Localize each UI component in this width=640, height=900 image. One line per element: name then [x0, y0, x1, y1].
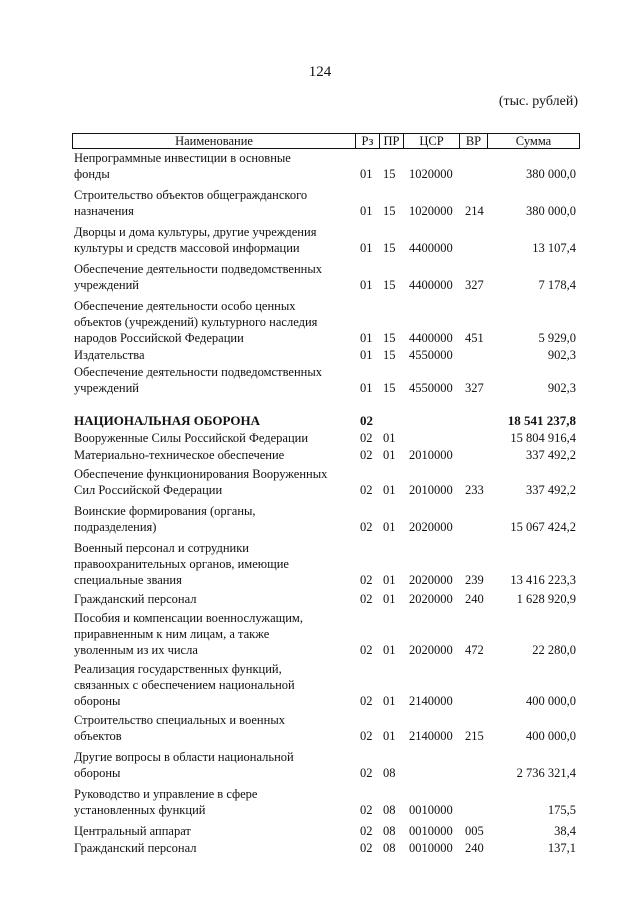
row-name — [74, 840, 359, 856]
row-name-line: объектов — [74, 729, 122, 743]
row-rz: 01 — [360, 204, 373, 218]
row-sum: 902,3 — [547, 348, 576, 362]
row-name — [74, 364, 359, 396]
row-rz: 01 — [360, 348, 373, 362]
row-name-line: обороны — [74, 766, 121, 780]
row-rz: 02 — [360, 729, 373, 743]
row-vr: 239 — [465, 573, 484, 587]
row-name-line: Обеспечение деятельности особо ценных — [74, 299, 296, 313]
row-name-line: Непрограммные инвестиции в основные — [74, 151, 291, 165]
row-name-line: обороны — [74, 694, 121, 708]
table-row — [0, 591, 640, 607]
row-sum: 137,1 — [547, 841, 576, 855]
row-name-line: Воинские формирования (органы, — [74, 504, 256, 518]
row-name-line: культуры и средств массовой информации — [74, 241, 300, 255]
row-vr: 240 — [465, 841, 484, 855]
row-csr: 2010000 — [409, 448, 453, 462]
row-csr: 4400000 — [409, 241, 453, 255]
row-csr: 2140000 — [409, 694, 453, 708]
row-rz: 02 — [360, 766, 373, 780]
row-pr: 15 — [383, 348, 396, 362]
row-name-line: назначения — [74, 204, 134, 218]
table-row — [0, 430, 640, 446]
row-pr: 01 — [383, 520, 396, 534]
table-row — [0, 261, 640, 293]
row-name-line: приравненным к ним лицам, а также — [74, 627, 270, 641]
row-pr: 08 — [383, 803, 396, 817]
row-csr: 2020000 — [409, 643, 453, 657]
table-row — [0, 187, 640, 219]
row-rz: 02 — [360, 824, 373, 838]
row-pr: 01 — [383, 643, 396, 657]
table-row — [0, 503, 640, 535]
table-row — [0, 786, 640, 818]
row-csr: 2010000 — [409, 483, 453, 497]
row-name — [74, 503, 359, 535]
row-pr: 08 — [383, 824, 396, 838]
row-pr: 01 — [383, 573, 396, 587]
row-csr: 4550000 — [409, 348, 453, 362]
table-row — [0, 364, 640, 396]
table-row — [0, 224, 640, 256]
row-pr: 15 — [383, 241, 396, 255]
row-csr: 2140000 — [409, 729, 453, 743]
table-row — [0, 840, 640, 856]
row-vr: 472 — [465, 643, 484, 657]
row-name-line: установленных функций — [74, 803, 206, 817]
row-name-line: Другие вопросы в области национальной — [74, 750, 294, 764]
row-name — [74, 224, 359, 256]
row-pr: 08 — [383, 841, 396, 855]
row-name-line: Издательства — [74, 348, 145, 362]
row-pr: 15 — [383, 167, 396, 181]
row-vr: 215 — [465, 729, 484, 743]
row-rz: 02 — [360, 803, 373, 817]
row-sum: 15 067 424,2 — [510, 520, 576, 534]
row-name-line: Пособия и компенсации военнослужащим, — [74, 611, 303, 625]
row-rz: 02 — [360, 520, 373, 534]
row-name-line: уволенным из их числа — [74, 643, 198, 657]
header-vr: ВР — [460, 134, 488, 148]
row-rz: 02 — [360, 448, 373, 462]
row-name — [74, 466, 359, 498]
row-csr: 2020000 — [409, 520, 453, 534]
table-row — [0, 661, 640, 709]
table-row — [0, 413, 640, 429]
row-name — [74, 540, 359, 588]
row-pr: 01 — [383, 483, 396, 497]
row-name-line: учреждений — [74, 381, 139, 395]
header-sum: Сумма — [515, 134, 552, 148]
row-sum: 380 000,0 — [526, 204, 576, 218]
row-rz: 02 — [360, 643, 373, 657]
table-row — [0, 447, 640, 463]
row-sum: 38,4 — [554, 824, 576, 838]
row-csr: 1020000 — [409, 204, 453, 218]
table-header — [72, 133, 580, 149]
row-pr: 08 — [383, 766, 396, 780]
row-sum: 400 000,0 — [526, 694, 576, 708]
row-csr: 4550000 — [409, 381, 453, 395]
row-sum: 1 628 920,9 — [516, 592, 576, 606]
row-rz: 01 — [360, 331, 373, 345]
row-sum: 5 929,0 — [538, 331, 576, 345]
row-name-line: Строительство объектов общегражданского — [74, 188, 308, 202]
row-pr: 15 — [383, 381, 396, 395]
row-name — [74, 749, 359, 781]
row-name-line: НАЦИОНАЛЬНАЯ ОБОРОНА — [74, 413, 260, 428]
row-vr: 451 — [465, 331, 484, 345]
row-sum: 2 736 321,4 — [516, 766, 576, 780]
row-name — [74, 591, 359, 607]
row-vr: 233 — [465, 483, 484, 497]
row-rz: 01 — [360, 278, 373, 292]
row-name-line: Гражданский персонал — [74, 592, 197, 606]
table-row — [0, 466, 640, 498]
row-name-line: Гражданский персонал — [74, 841, 197, 855]
row-csr: 2020000 — [409, 573, 453, 587]
row-name-line: правоохранительных органов, имеющие — [74, 557, 289, 571]
row-name — [74, 347, 359, 363]
row-pr: 15 — [383, 331, 396, 345]
row-name-line: Вооруженные Силы Российской Федерации — [74, 431, 309, 445]
table-row — [0, 823, 640, 839]
row-vr: 327 — [465, 278, 484, 292]
row-csr: 4400000 — [409, 278, 453, 292]
row-rz: 02 — [360, 841, 373, 855]
row-sum: 380 000,0 — [526, 167, 576, 181]
table-row — [0, 347, 640, 363]
row-name-line: Обеспечение деятельности подведомственных — [74, 365, 322, 379]
row-csr: 4400000 — [409, 331, 453, 345]
row-name-line: связанных с обеспечением национальной — [74, 678, 295, 692]
row-csr: 1020000 — [409, 167, 453, 181]
row-rz: 01 — [360, 167, 373, 181]
row-name — [74, 430, 359, 446]
table-row — [0, 540, 640, 588]
row-name — [74, 447, 359, 463]
row-rz: 02 — [360, 592, 373, 606]
row-pr: 15 — [383, 278, 396, 292]
row-rz: 02 — [360, 573, 373, 587]
row-rz: 02 — [360, 483, 373, 497]
row-pr: 01 — [383, 694, 396, 708]
row-pr: 01 — [383, 729, 396, 743]
header-name: Наименование — [73, 134, 356, 148]
row-name-line: Материально-техническое обеспечение — [74, 448, 285, 462]
row-csr: 0010000 — [409, 841, 453, 855]
row-pr: 01 — [383, 592, 396, 606]
table-row — [0, 150, 640, 182]
row-sum: 13 107,4 — [532, 241, 576, 255]
table-row — [0, 712, 640, 744]
header-csr: ЦСР — [404, 134, 460, 148]
table-row — [0, 610, 640, 658]
row-name-line: Обеспечение деятельности подведомственных — [74, 262, 322, 276]
row-vr: 327 — [465, 381, 484, 395]
page-number: 124 — [308, 64, 332, 80]
row-sum: 15 804 916,4 — [510, 431, 576, 445]
table-row — [0, 749, 640, 781]
row-rz: 02 — [360, 413, 373, 428]
row-name — [74, 187, 359, 219]
row-sum: 400 000,0 — [526, 729, 576, 743]
row-name-line: Дворцы и дома культуры, другие учреждения — [74, 225, 317, 239]
row-sum: 22 280,0 — [532, 643, 576, 657]
row-name — [74, 298, 359, 346]
row-name-line: Сил Российской Федерации — [74, 483, 223, 497]
row-name-line: фонды — [74, 167, 110, 181]
row-rz: 02 — [360, 431, 373, 445]
row-name — [74, 823, 359, 839]
row-name-line: учреждений — [74, 278, 139, 292]
row-name-line: Реализация государственных функций, — [74, 662, 282, 676]
row-name — [74, 413, 359, 429]
row-name — [74, 712, 359, 744]
table-row — [0, 298, 640, 346]
row-name-line: специальные звания — [74, 573, 182, 587]
row-name — [74, 150, 359, 182]
row-name-line: Обеспечение функционирования Вооруженных — [74, 467, 328, 481]
row-sum: 13 416 223,3 — [510, 573, 576, 587]
row-sum: 337 492,2 — [526, 483, 576, 497]
row-sum: 902,3 — [547, 381, 576, 395]
row-name — [74, 661, 359, 709]
row-csr: 2020000 — [409, 592, 453, 606]
row-sum: 337 492,2 — [526, 448, 576, 462]
row-pr: 01 — [383, 448, 396, 462]
row-vr: 240 — [465, 592, 484, 606]
header-pr: ПР — [380, 134, 404, 148]
row-sum: 18 541 237,8 — [507, 413, 576, 428]
row-sum: 175,5 — [547, 803, 576, 817]
row-sum: 7 178,4 — [538, 278, 576, 292]
row-name-line: объектов (учреждений) культурного наследия — [74, 315, 318, 329]
row-csr: 0010000 — [409, 803, 453, 817]
row-name — [74, 610, 359, 658]
row-vr: 214 — [465, 204, 484, 218]
row-rz: 02 — [360, 694, 373, 708]
row-name-line: Центральный аппарат — [74, 824, 191, 838]
row-name-line: подразделения) — [74, 520, 157, 534]
row-name — [74, 786, 359, 818]
row-csr: 0010000 — [409, 824, 453, 838]
row-name-line: Руководство и управление в сфере — [74, 787, 258, 801]
row-vr: 005 — [465, 824, 484, 838]
row-name-line: Военный персонал и сотрудники — [74, 541, 249, 555]
row-name-line: Строительство специальных и военных — [74, 713, 285, 727]
row-pr: 01 — [383, 431, 396, 445]
row-name — [74, 261, 359, 293]
row-rz: 01 — [360, 241, 373, 255]
row-pr: 15 — [383, 204, 396, 218]
header-rz: Рз — [356, 134, 380, 148]
units-label: (тыс. рублей) — [498, 94, 578, 109]
row-rz: 01 — [360, 381, 373, 395]
row-name-line: народов Российской Федерации — [74, 331, 244, 345]
